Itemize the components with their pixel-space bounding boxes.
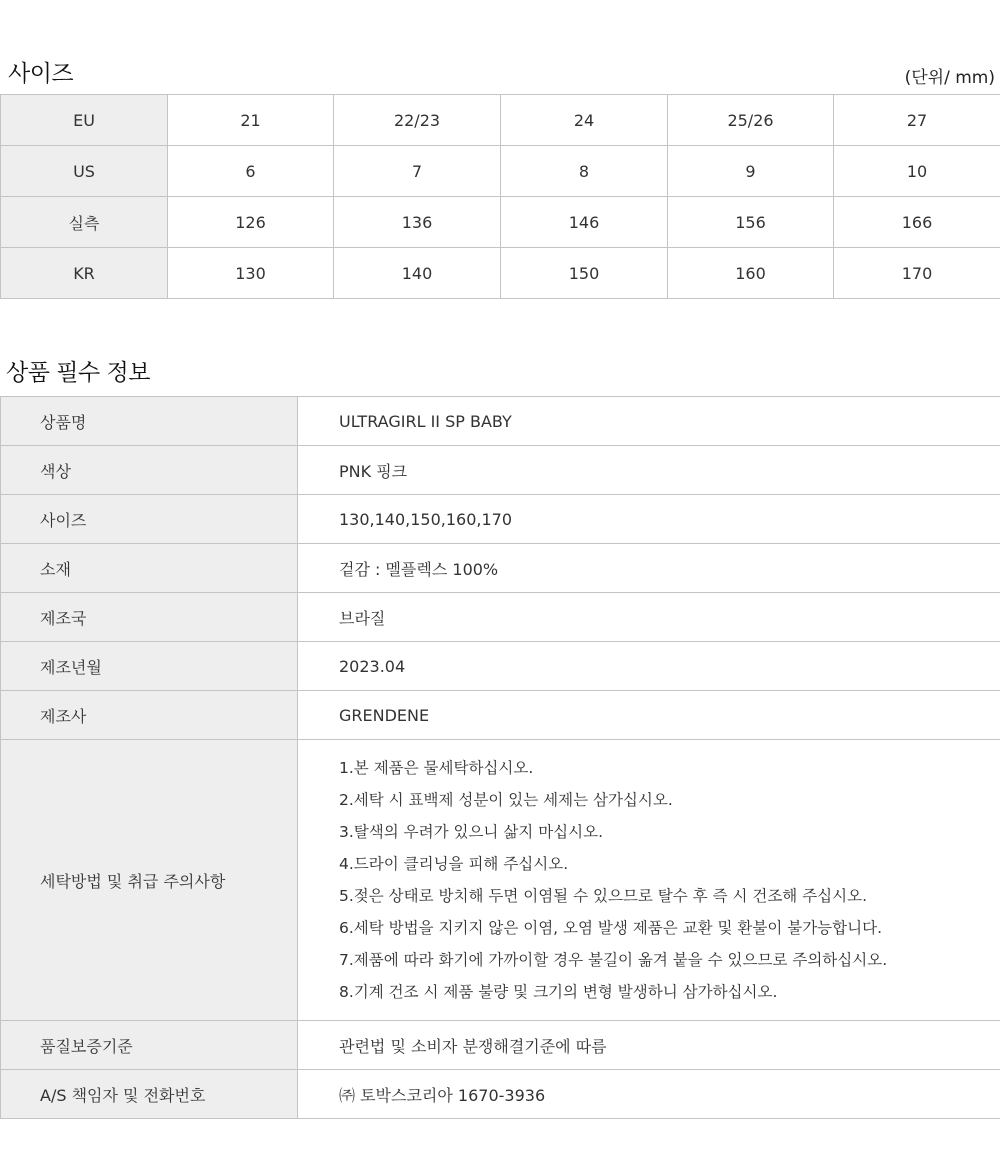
info-row-color (1, 446, 1000, 495)
size-cell: 160 (668, 248, 834, 299)
size-cell: 24 (501, 95, 668, 146)
row-header-kr: KR (1, 248, 168, 299)
size-section-header (0, 56, 1000, 88)
size-cell: 126 (168, 197, 334, 248)
care-item: 3.탈색의 우려가 있으니 삶지 마십시오. (339, 823, 604, 841)
size-section-title: 사이즈 (8, 61, 74, 87)
size-row-eu (1, 95, 1000, 146)
size-table (0, 94, 1000, 299)
size-row-kr (1, 248, 1000, 299)
info-section-title: 상품 필수 정보 (6, 360, 150, 386)
info-row-product-name (1, 397, 1000, 446)
info-label: 제조사 (1, 691, 298, 740)
info-label: 색상 (1, 446, 298, 495)
size-cell: 156 (668, 197, 834, 248)
size-row-measured (1, 197, 1000, 248)
info-section-header (0, 355, 1000, 387)
size-cell: 146 (501, 197, 668, 248)
size-cell: 130 (168, 248, 334, 299)
info-label: 상품명 (1, 397, 298, 446)
info-row-country (1, 593, 1000, 642)
info-row-care (1, 740, 1000, 1021)
info-value: 겉감 : 멜플렉스 100% (298, 544, 1000, 593)
size-cell: 9 (668, 146, 834, 197)
info-value: PNK 핑크 (298, 446, 1000, 495)
care-item: 7.제품에 따라 화기에 가까이할 경우 불길이 옮겨 붙을 수 있으므로 주의하십시오. (339, 951, 888, 969)
care-item: 2.세탁 시 표백제 성분이 있는 세제는 삼가십시오. (339, 791, 673, 809)
care-instructions (298, 740, 1000, 1021)
info-row-manufacturer (1, 691, 1000, 740)
info-label: A/S 책임자 및 전화번호 (1, 1070, 298, 1119)
size-row-us (1, 146, 1000, 197)
info-row-quality (1, 1021, 1000, 1070)
size-cell: 22/23 (334, 95, 501, 146)
info-value: ULTRAGIRL II SP BABY (298, 397, 1000, 446)
info-label: 품질보증기준 (1, 1021, 298, 1070)
info-label: 세탁방법 및 취급 주의사항 (1, 740, 298, 1021)
info-label: 사이즈 (1, 495, 298, 544)
row-header-us: US (1, 146, 168, 197)
info-value: ㈜ 토박스코리아 1670-3936 (298, 1070, 1000, 1119)
size-cell: 7 (334, 146, 501, 197)
info-row-material (1, 544, 1000, 593)
info-value: 브라질 (298, 593, 1000, 642)
info-row-mfg-date (1, 642, 1000, 691)
info-label: 제조년월 (1, 642, 298, 691)
row-header-measured: 실측 (1, 197, 168, 248)
info-label: 소재 (1, 544, 298, 593)
size-cell: 136 (334, 197, 501, 248)
care-item: 4.드라이 클리닝을 피해 주십시오. (339, 855, 569, 873)
info-value: 2023.04 (298, 642, 1000, 691)
row-header-eu: EU (1, 95, 168, 146)
size-cell: 8 (501, 146, 668, 197)
size-cell: 25/26 (668, 95, 834, 146)
info-value: 관련법 및 소비자 분쟁해결기준에 따름 (298, 1021, 1000, 1070)
size-cell: 10 (834, 146, 1000, 197)
care-list (339, 752, 1000, 1008)
info-label: 제조국 (1, 593, 298, 642)
info-value: GRENDENE (298, 691, 1000, 740)
size-cell: 150 (501, 248, 668, 299)
size-cell: 170 (834, 248, 1000, 299)
care-item: 5.젖은 상태로 방치해 두면 이염될 수 있으므로 탈수 후 즉 시 건조해 주십시오. (339, 887, 868, 905)
size-cell: 21 (168, 95, 334, 146)
info-row-size (1, 495, 1000, 544)
info-value: 130,140,150,160,170 (298, 495, 1000, 544)
size-cell: 27 (834, 95, 1000, 146)
care-item: 8.기계 건조 시 제품 불량 및 크기의 변형 발생하니 삼가하십시오. (339, 983, 778, 1001)
size-cell: 140 (334, 248, 501, 299)
size-cell: 166 (834, 197, 1000, 248)
care-item: 1.본 제품은 물세탁하십시오. (339, 759, 534, 777)
size-cell: 6 (168, 146, 334, 197)
care-item: 6.세탁 방법을 지키지 않은 이염, 오염 발생 제품은 교환 및 환불이 불가능합니다. (339, 919, 883, 937)
info-row-as-contact (1, 1070, 1000, 1119)
product-info-table (0, 396, 1000, 1119)
unit-label: (단위/ mm) (904, 68, 995, 88)
